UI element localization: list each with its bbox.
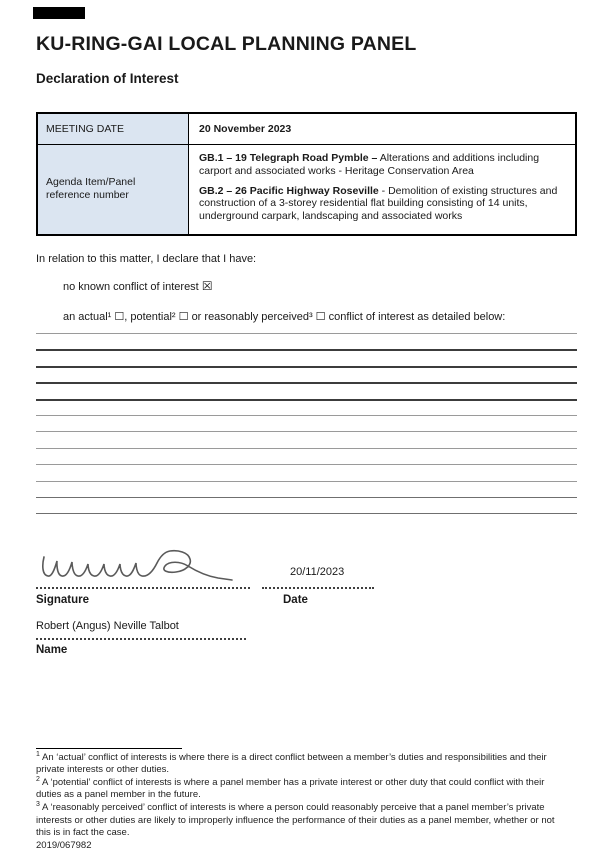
name-label: Name [36, 643, 68, 656]
writing-line [36, 497, 577, 513]
agenda-item-gb2 [199, 185, 565, 223]
handwritten-signature-image [38, 549, 238, 589]
no-conflict-line [63, 279, 605, 294]
agenda-items-cell [189, 145, 577, 235]
agenda-item-gb1-title: GB.1 – 19 Telegraph Road Pymble – [199, 152, 378, 164]
footnote-3-text: A ‘reasonably perceived’ conflict of interests is where a person could reasonably perceive that a panel member’s private interests or other duties are likely to improperly influence the performance of their duties as a panel member, whether or not this is in fact the case. [36, 802, 555, 839]
signature-dotted-line [36, 587, 250, 589]
reference-number: 2019/067982 [36, 839, 92, 851]
page-title: KU-RING-GAI LOCAL PLANNING PANEL [36, 33, 417, 55]
checked-checkbox-icon: ☒ [201, 278, 213, 293]
name-value: Robert (Angus) Neville Talbot [36, 619, 179, 632]
writing-line [36, 448, 577, 464]
meeting-table [36, 112, 577, 236]
footnote-reasonably-perceived [36, 802, 563, 840]
signature-section [36, 549, 577, 675]
writing-line [36, 464, 577, 480]
agenda-reference-label: Agenda Item/Panel reference number [37, 145, 189, 235]
name-dotted-line [36, 638, 246, 640]
declaration-intro: In relation to this matter, I declare that I have: [36, 252, 257, 265]
writing-line [36, 333, 577, 349]
agenda-item-gb2-title: GB.2 – 26 Pacific Highway Roseville [199, 184, 379, 197]
footnote-3-marker: 3 [36, 800, 40, 808]
writing-line [36, 382, 577, 398]
date-dotted-line [262, 587, 374, 589]
writing-line [36, 415, 577, 431]
footnotes-section [36, 752, 563, 853]
writing-line [36, 399, 577, 415]
date-value: 20/11/2023 [290, 565, 345, 578]
date-label: Date [283, 593, 308, 606]
agenda-item-gb1-description: Alterations and additions including carport and associated works - Heritage Conservation Area [199, 152, 540, 177]
agenda-row [37, 145, 576, 235]
footnote-1-marker: 1 [36, 750, 40, 758]
conflict-options-line: an actual¹ ☐, potential² ☐ or reasonably perceived³ ☐ conflict of interest as detailed below: [63, 310, 506, 323]
meeting-date-label: MEETING DATE [37, 113, 189, 145]
page-subtitle: Declaration of Interest [36, 71, 179, 86]
writing-line [36, 431, 577, 447]
meeting-date-row [37, 113, 576, 145]
writing-line [36, 513, 577, 529]
signature-label: Signature [36, 593, 90, 606]
writing-line [36, 366, 577, 382]
writing-line [36, 481, 577, 497]
writing-line [36, 349, 577, 365]
meeting-date-value: 20 November 2023 [189, 113, 577, 145]
agenda-item-gb2-description: - Demolition of existing structures and construction of a 3-storey residential flat building consisting of 14 units, underground carpark, landscaping and associated works [199, 184, 558, 223]
footnote-actual [36, 752, 563, 777]
footnote-2-text: A ‘potential’ conflict of interests is where a panel member has a private interest or other duty that could conflict with their duties as a panel member in the future. [36, 776, 545, 801]
no-conflict-text: no known conflict of interest [63, 280, 199, 293]
footnote-separator-rule [36, 748, 182, 749]
redaction-mark [33, 7, 85, 19]
footnote-1-text: An ‘actual’ conflict of interests is where there is a direct conflict between a member’s duties and responsibilities and their private interests or other duties. [36, 751, 547, 776]
agenda-item-gb1 [199, 152, 565, 178]
detail-writing-lines [36, 333, 577, 530]
footnote-2-marker: 2 [36, 775, 40, 783]
footnote-potential [36, 777, 563, 802]
